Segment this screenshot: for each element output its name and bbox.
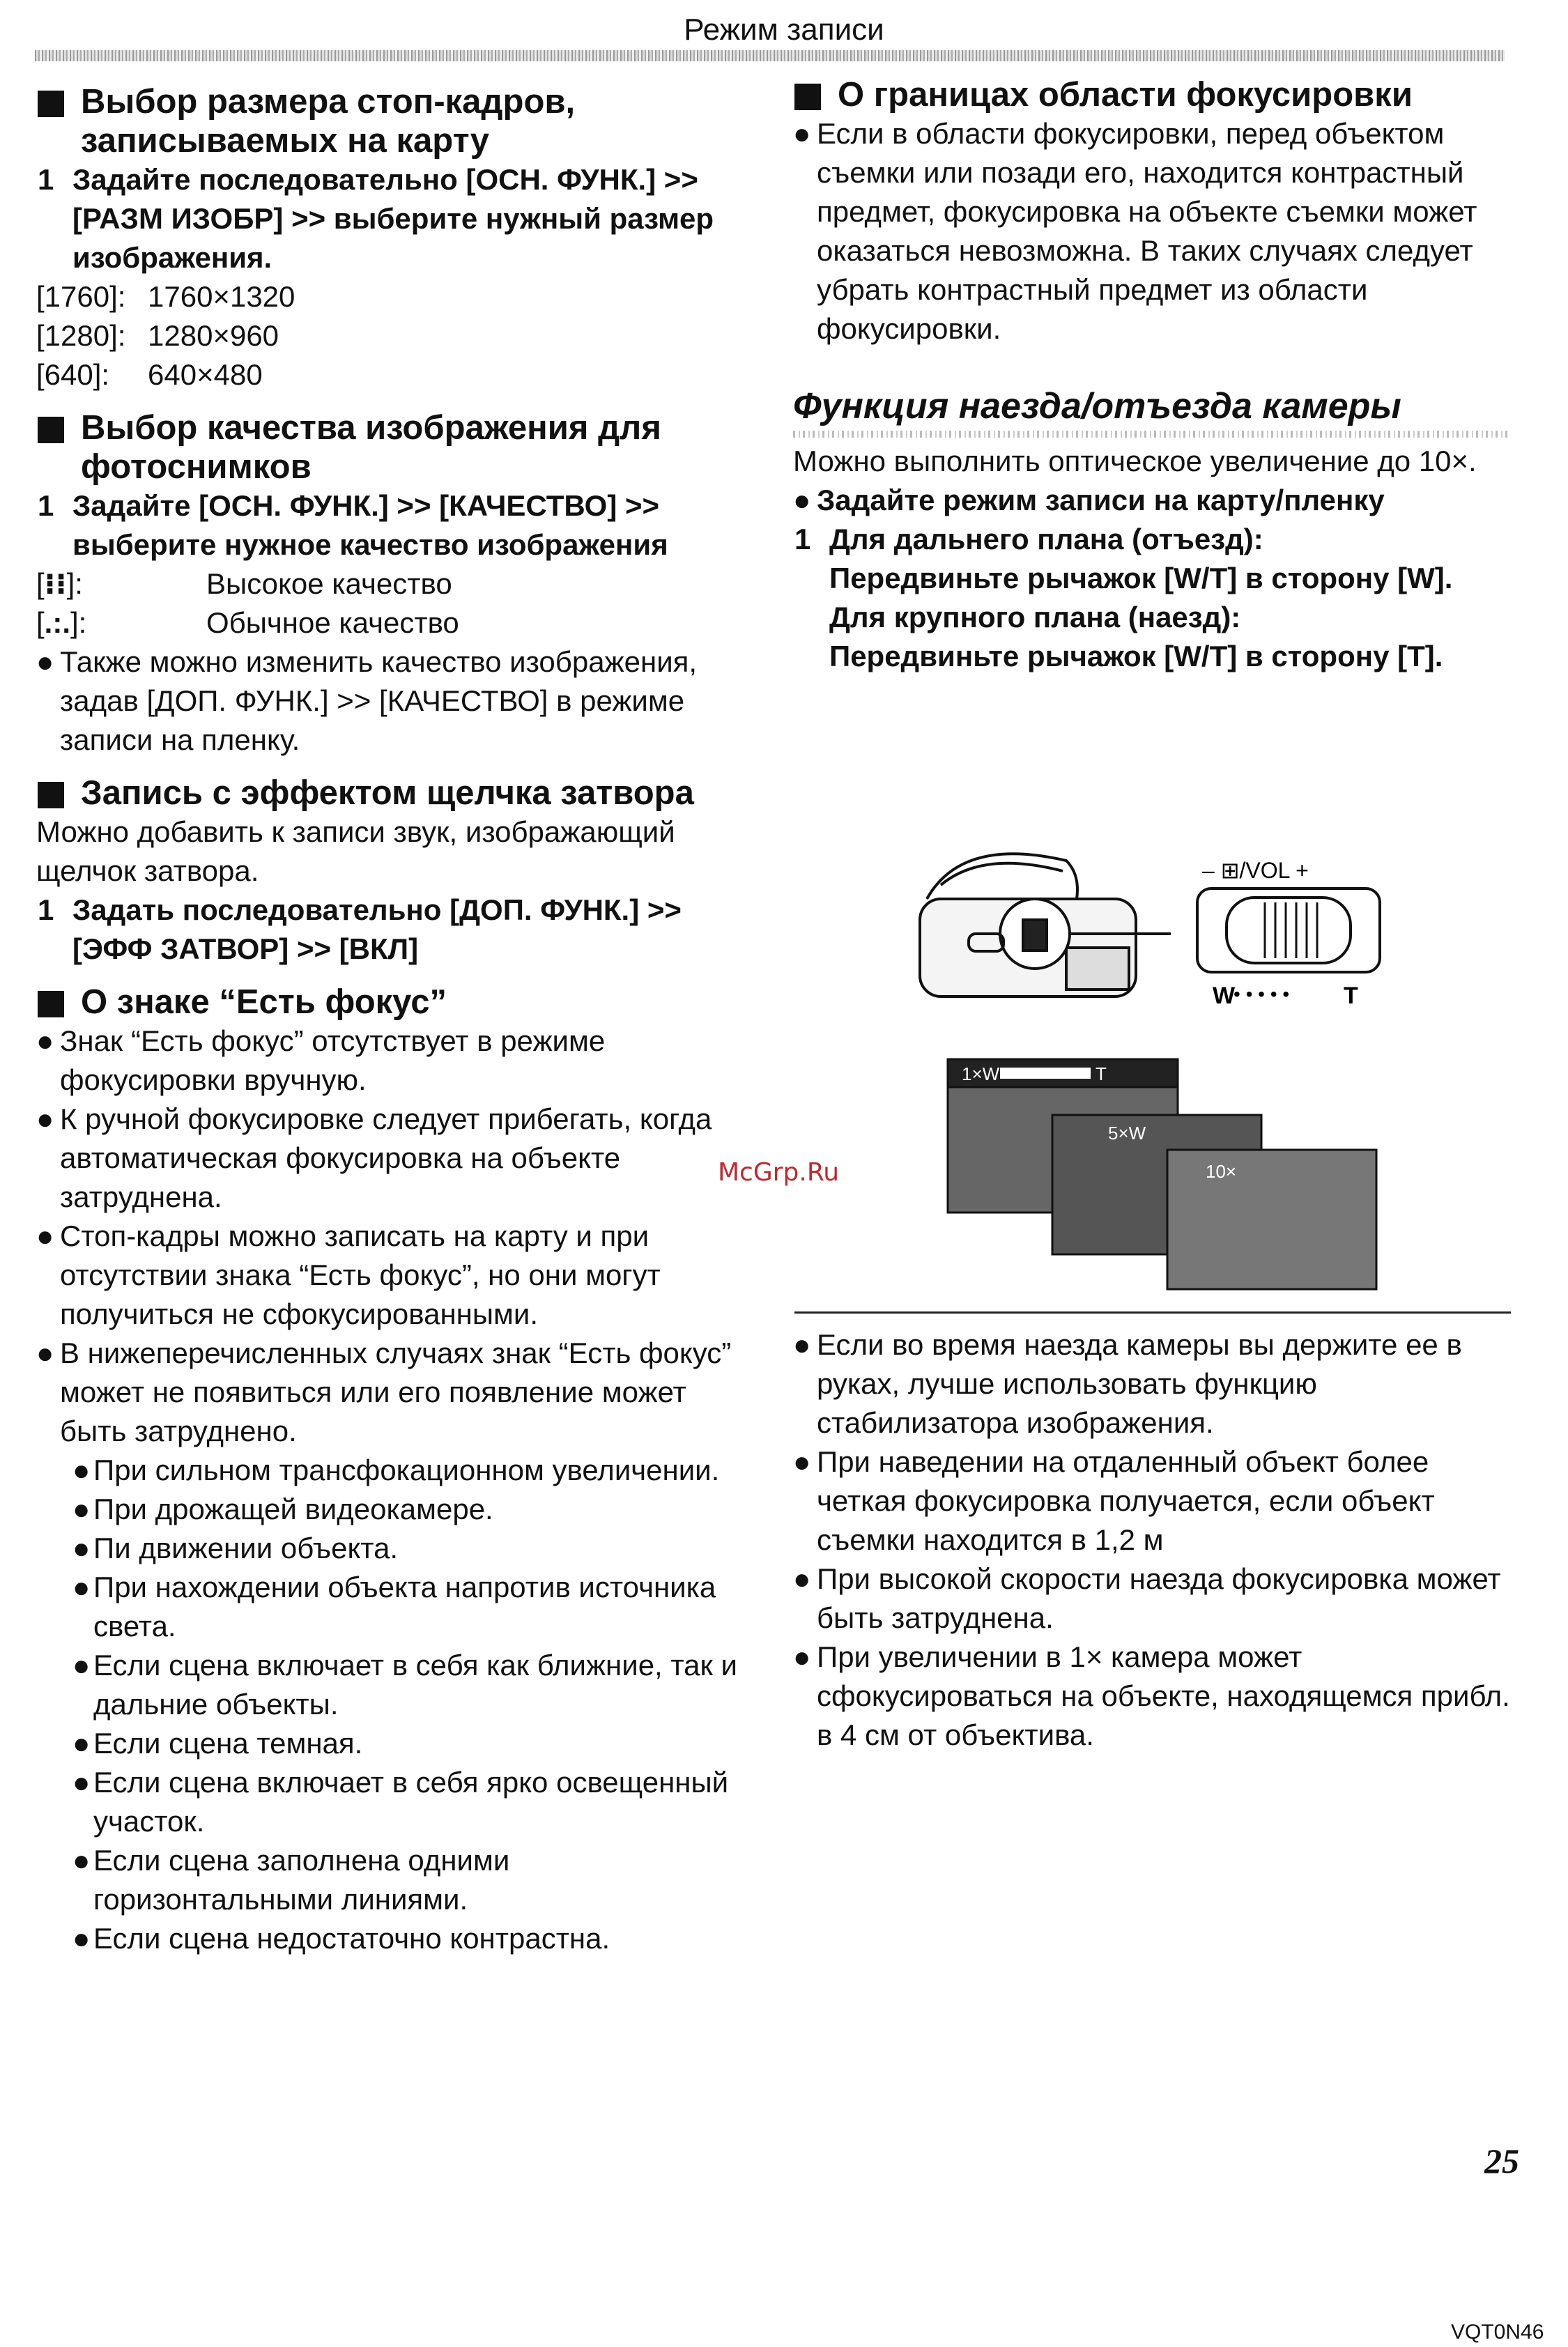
- sub-list-item: ● При дрожащей видеокамере.: [72, 1493, 493, 1525]
- section-heading-shutter: Запись с эффектом щелчка затвора: [36, 774, 747, 813]
- zoom-frame-3: [1167, 1150, 1376, 1289]
- list-item: ● В нижеперечисленных случаях знак “Есть фокус” может не появиться или его появление может быть затруднено.: [36, 1337, 732, 1447]
- dotted-divider: [793, 431, 1511, 438]
- square-bullet-icon: [38, 91, 64, 117]
- sub-list-item: ● Пи движении объекта.: [72, 1532, 399, 1564]
- list-item: ● При увеличении в 1× камера может сфокусироваться на объекте, находящемся прибл. в 4 см от объектива.: [793, 1640, 1510, 1751]
- step-quality: 1 Задайте [ОСН. ФУНК.] >> [КАЧЕСТВО] >> выберите нужное качество изображения: [38, 489, 668, 561]
- bullet-dot-icon: ●: [36, 645, 54, 678]
- sub-list-item: ● При нахождении объекта напротив источника света.: [72, 1571, 716, 1642]
- page-number: 25: [1484, 2141, 1519, 2180]
- section-heading-zoom: Функция наезда/отъезда камеры: [793, 386, 1401, 426]
- sub-list-item: ● Если сцена включает в себя ярко освещенный участок.: [72, 1766, 729, 1838]
- square-bullet-icon: [38, 782, 64, 808]
- page-header: Режим записи: [684, 13, 884, 47]
- list-item: ● Задайте режим записи на карту/пленку: [793, 484, 1385, 516]
- left-column: [36, 82, 747, 1958]
- zoom-dots: • • • • •: [1233, 983, 1290, 1005]
- camcorder-icon: [920, 854, 1171, 996]
- zoom-intro: Можно выполнить оптическое увеличение до 10×.: [793, 445, 1477, 477]
- square-bullet-icon: [794, 84, 821, 110]
- sub-list-item: ● При сильном трансфокационном увеличении.: [72, 1454, 720, 1486]
- quality-standard-icon: [.:.]:: [36, 606, 87, 639]
- zoom-illustration: [906, 843, 1408, 1293]
- list-item: ● Знак “Есть фокус” отсутствует в режиме фокусировки вручную.: [36, 1024, 606, 1096]
- zoom-lever-icon: [1197, 888, 1380, 972]
- quality-note: ● Также можно изменить качество изображения, задав [ДОП. ФУНК.] >> [КАЧЕСТВО] в режиме записи на пленку.: [36, 642, 747, 760]
- right-column: [793, 75, 1511, 676]
- quality-standard-row: [.:.]: Обычное качество: [36, 603, 747, 642]
- document-code: VQT0N46: [1451, 2321, 1544, 2344]
- square-bullet-icon: [38, 417, 64, 443]
- quality-high-row: [⁝⁝]: Высокое качество: [36, 564, 747, 603]
- step-shutter: 1 Задать последовательно [ДОП. ФУНК.] >> [ЭФФ ЗАТВОР] >> [ВКЛ]: [38, 893, 682, 965]
- quality-high-icon: [⁝⁝]:: [36, 567, 83, 600]
- list-item: ● При наведении на отдаленный объект более четкая фокусировка получается, если объект съемки находится в 1,2 м: [793, 1445, 1435, 1556]
- list-item: ● Если во время наезда камеры вы держите ее в руках, лучше использовать функцию стабилизатора изображения.: [793, 1328, 1462, 1439]
- sub-list-item: ● Если сцена темная.: [72, 1727, 363, 1760]
- step-image-size: 1 Задайте последовательно [ОСН. ФУНК.] >> [РАЗМ ИЗОБР] >> выберите нужный размер изображения.: [38, 163, 714, 274]
- list-item: ● Если в области фокусировки, перед объектом съемки или позади его, находится контрастный предмет, фокусировка на объекте съемки может оказаться невозможна. В таких случаях следует убрать контрастный предмет из области фокусировки.: [793, 117, 1477, 345]
- zoom-5x-label: 5×W: [1108, 1123, 1146, 1144]
- zoom-notes: [793, 1325, 1511, 1755]
- list-item: ● К ручной фокусировке следует прибегать, когда автоматическая фокусировка на объекте затруднена.: [36, 1102, 712, 1213]
- zoom-1x-label: 1×W: [962, 1063, 1000, 1084]
- camera-zoom-figure: [906, 843, 1408, 1293]
- list-item: ● Стоп-кадры можно записать на карту и при отсутствии знака “Есть фокус”, но они могут получиться не сфокусированными.: [36, 1219, 661, 1330]
- section-heading-focus-area: О границах области фокусировки: [793, 75, 1511, 114]
- sub-list-item: ● Если сцена недостаточно контрастна.: [72, 1922, 610, 1955]
- vol-label: – ⊞/VOL +: [1202, 858, 1309, 883]
- square-bullet-icon: [38, 991, 64, 1017]
- section-heading-quality: Выбор качества изображения для фотоснимков: [36, 408, 747, 486]
- size-row: [1280]: 1280×960: [36, 319, 279, 352]
- section-heading-focus-sign: О знаке “Есть фокус”: [36, 983, 747, 1022]
- section-heading-image-size: Выбор размера стоп-кадров, записываемых на карту: [36, 82, 747, 160]
- size-row: [640]: 640×480: [36, 358, 263, 391]
- step-zoom: 1 Для дальнего плана (отъезд): Передвиньте рычажок [W/T] в сторону [W]. Для крупного плана (наезд): Передвиньте рычажок [W/T] в сторону [T].: [794, 523, 1453, 672]
- watermark: McGrp.Ru: [718, 1158, 840, 1187]
- w-label: W: [1213, 983, 1236, 1009]
- zoom-10x-label: 10×: [1206, 1161, 1237, 1182]
- sub-list-item: ● Если сцена заполнена одними горизонтальными линиями.: [72, 1844, 510, 1916]
- list-item: ● При высокой скорости наезда фокусировка может быть затруднена.: [793, 1562, 1501, 1634]
- sub-list-item: ● Если сцена включает в себя как ближние, так и дальние объекты.: [72, 1649, 738, 1721]
- shutter-text: Можно добавить к записи звук, изображающий щелчок затвора.: [36, 815, 675, 887]
- header-rule: [35, 50, 1505, 61]
- size-row: [1760]: 1760×1320: [36, 280, 295, 313]
- svg-text:T: T: [1096, 1063, 1107, 1084]
- t-label: T: [1344, 983, 1358, 1009]
- divider-rule: [794, 1311, 1511, 1314]
